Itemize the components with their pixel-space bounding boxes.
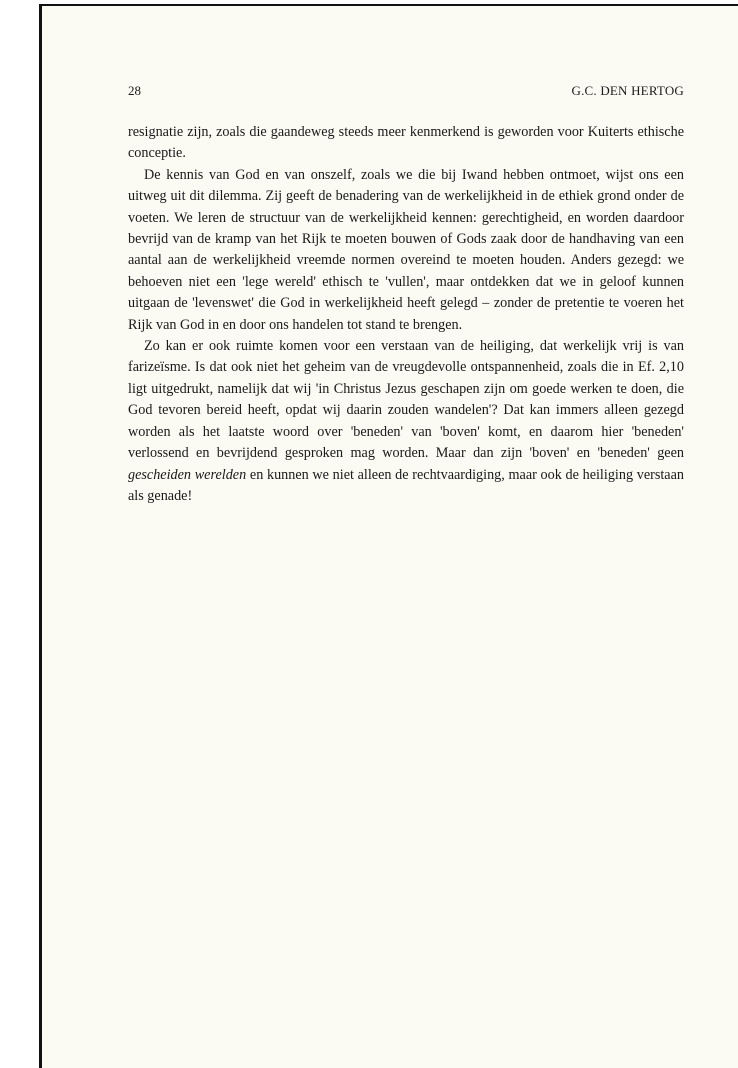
book-page <box>39 4 738 1068</box>
body-text <box>128 122 684 507</box>
paragraph-continuation: resignatie zijn, zoals die gaandeweg steeds meer kenmerkend is geworden voor Kuiterts ethische conceptie. <box>128 124 684 162</box>
paragraph-heiliging-part2: en kunnen we niet alleen de rechtvaardiging, maar ook de heiliging verstaan als genade! <box>128 466 684 504</box>
paragraph-iwand: De kennis van God en van onszelf, zoals we die bij Iwand hebben ontmoet, wijst ons een uitweg uit dit dilemma. Zij geeft de benadering van de werkelijkheid in de ethiek grond onder de voeten. We leren de structuur van de werkelijkheid kennen: gerechtigheid, en worden daardoor bevrijd van de kramp van het Rijk te moeten bouwen of Gods zaak door de handhaving van een aantal aan de werkelijkheid vreemde normen overeind te moeten houden. Anders gezegd: we behoeven niet een 'lege wereld' ethisch te 'vullen', maar ontdekken dat we in geloof kunnen uitgaan de 'levenswet' die God in werkelijkheid heeft gelegd – zonder de pretentie te voeren het Rijk van God in en door ons handelen tot stand te brengen. <box>128 166 684 333</box>
page-number: 28 <box>128 83 141 98</box>
paragraph-heiliging <box>128 336 684 507</box>
running-head: G.C. DEN HERTOG <box>571 83 684 98</box>
paragraph-heiliging-part1: Zo kan er ook ruimte komen voor een verstaan van de heiliging, dat werkelijk vrij is van farizeïsme. Is dat ook niet het geheim van de vreugdevolle ontspannenheid, zoals die in Ef. 2,10 ligt uitgedrukt, namelijk dat wij 'in Christus Jezus geschapen zijn om goede werken te doen, die God tevoren bereid heeft, opdat wij daarin zouden wandelen'? Dat kan immers alleen gezegd worden als het laatste woord over 'beneden' van 'boven' komt, en daarom hier 'beneden' verlossend en bevrijdend gesproken mag worden. Maar dan zijn 'boven' en 'beneden' geen <box>128 338 684 462</box>
italic-phrase: gescheiden werelden <box>128 466 247 483</box>
